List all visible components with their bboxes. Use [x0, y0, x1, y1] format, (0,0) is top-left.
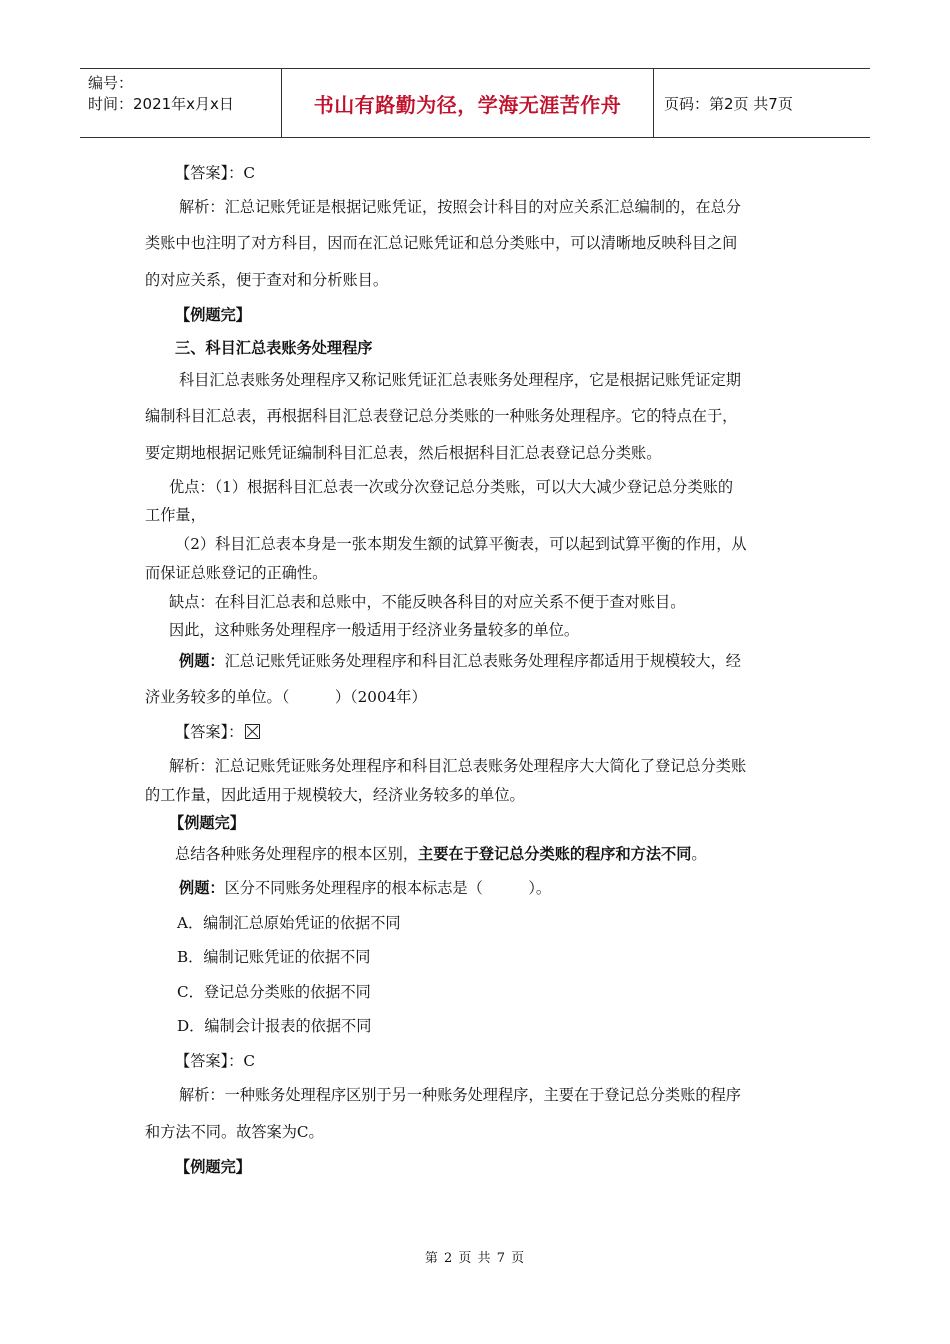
disadvantage: 缺点：在科目汇总表和总账中，不能反映各科目的对应关系不便于查对账目。: [169, 593, 686, 611]
analysis-3-line-2: 和方法不同。故答案为C。: [145, 1123, 324, 1141]
example-end-2: 【例题完】: [169, 814, 245, 832]
example-3-label: 例题：: [179, 879, 225, 897]
option-c: C．登记总分类账的依据不同: [177, 983, 371, 1001]
advantages-line-1: 优点：（1）根据科目汇总表一次或分次登记总分类账，可以大大减少登记总分类账的: [169, 478, 734, 496]
cross-box-icon: [245, 724, 260, 739]
section-3-line-2: 编制科目汇总表，再根据科目汇总表登记总分类账的一种账务处理程序。它的特点在于，: [145, 407, 738, 425]
option-b: B．编制记账凭证的依据不同: [177, 948, 371, 966]
example-end-1: 【例题完】: [175, 306, 251, 324]
analysis-3-line-1: 解析：一种账务处理程序区别于另一种账务处理程序，主要在于登记总分类账的程序: [179, 1086, 741, 1104]
example-2-line-2: 济业务较多的单位。（ ）（2004年）: [145, 688, 427, 706]
section-3-line-1: 科目汇总表账务处理程序又称记账凭证汇总表账务处理程序，它是根据记账凭证定期: [179, 371, 741, 389]
example-2-label: 例题：: [179, 652, 225, 670]
option-a: A．编制汇总原始凭证的依据不同: [177, 914, 401, 932]
section-3-line-3: 要定期地根据记账凭证编制科目汇总表，然后根据科目汇总表登记总分类账。: [145, 444, 662, 462]
summary-line: [175, 844, 707, 864]
answer-3: 【答案】：C: [175, 1052, 255, 1070]
motto: 书山有路勤为径，学海无涯苦作舟: [313, 92, 622, 117]
advantages-line-3: （2）科目汇总表本身是一张本期发生额的试算平衡表，可以起到试算平衡的作用，从: [175, 535, 747, 553]
analysis-2-line-2: 的工作量，因此适用于规模较大，经济业务较多的单位。: [145, 786, 525, 804]
example-3-line: [179, 878, 551, 898]
analysis-1-line-1: 解析：汇总记账凭证是根据记账凭证，按照会计科目的对应关系汇总编制的，在总分: [179, 198, 741, 216]
summary-bold: 主要在于登记总分类账的程序和方法不同: [418, 845, 692, 863]
header-page-info: 页码：第2页 共7页: [664, 94, 793, 113]
analysis-2-line-1: 解析：汇总记账凭证账务处理程序和科目汇总表账务处理程序大大简化了登记总分类账: [169, 757, 747, 775]
summary-suffix: 。: [691, 845, 707, 863]
summary-prefix: 总结各种账务处理程序的根本区别，: [175, 845, 418, 863]
conclusion: 因此，这种账务处理程序一般适用于经济业务量较多的单位。: [169, 621, 580, 639]
example-3-text: 区分不同账务处理程序的根本标志是（ ）。: [224, 879, 552, 897]
header-meta: [80, 69, 282, 137]
code-label: 编号：: [88, 74, 134, 92]
advantages-line-4: 而保证总账登记的正确性。: [145, 564, 328, 582]
example-end-3: 【例题完】: [175, 1158, 251, 1176]
example-2-text: 汇总记账凭证账务处理程序和科目汇总表账务处理程序都适用于规模较大，经: [224, 652, 741, 670]
analysis-1-line-2: 类账中也注明了对方科目，因而在汇总记账凭证和总分类账中，可以清晰地反映科目之间: [145, 234, 738, 252]
page-header: [80, 68, 870, 138]
advantages-line-2: 工作量，: [145, 506, 206, 524]
answer-2: [175, 722, 260, 742]
section-3-title: 三、科目汇总表账务处理程序: [175, 339, 373, 357]
page-footer: 第 2 页 共 7 页: [424, 1251, 526, 1266]
time-label: 时间：2021年x月x日: [88, 95, 234, 113]
option-d: D．编制会计报表的依据不同: [177, 1017, 372, 1035]
example-2-line-1: [179, 651, 741, 671]
answer-1: 【答案】：C: [175, 164, 255, 182]
answer-2-label: 【答案】：: [175, 723, 244, 741]
analysis-1-line-3: 的对应关系，便于查对和分析账目。: [145, 271, 388, 289]
header-motto-cell: [282, 69, 654, 137]
